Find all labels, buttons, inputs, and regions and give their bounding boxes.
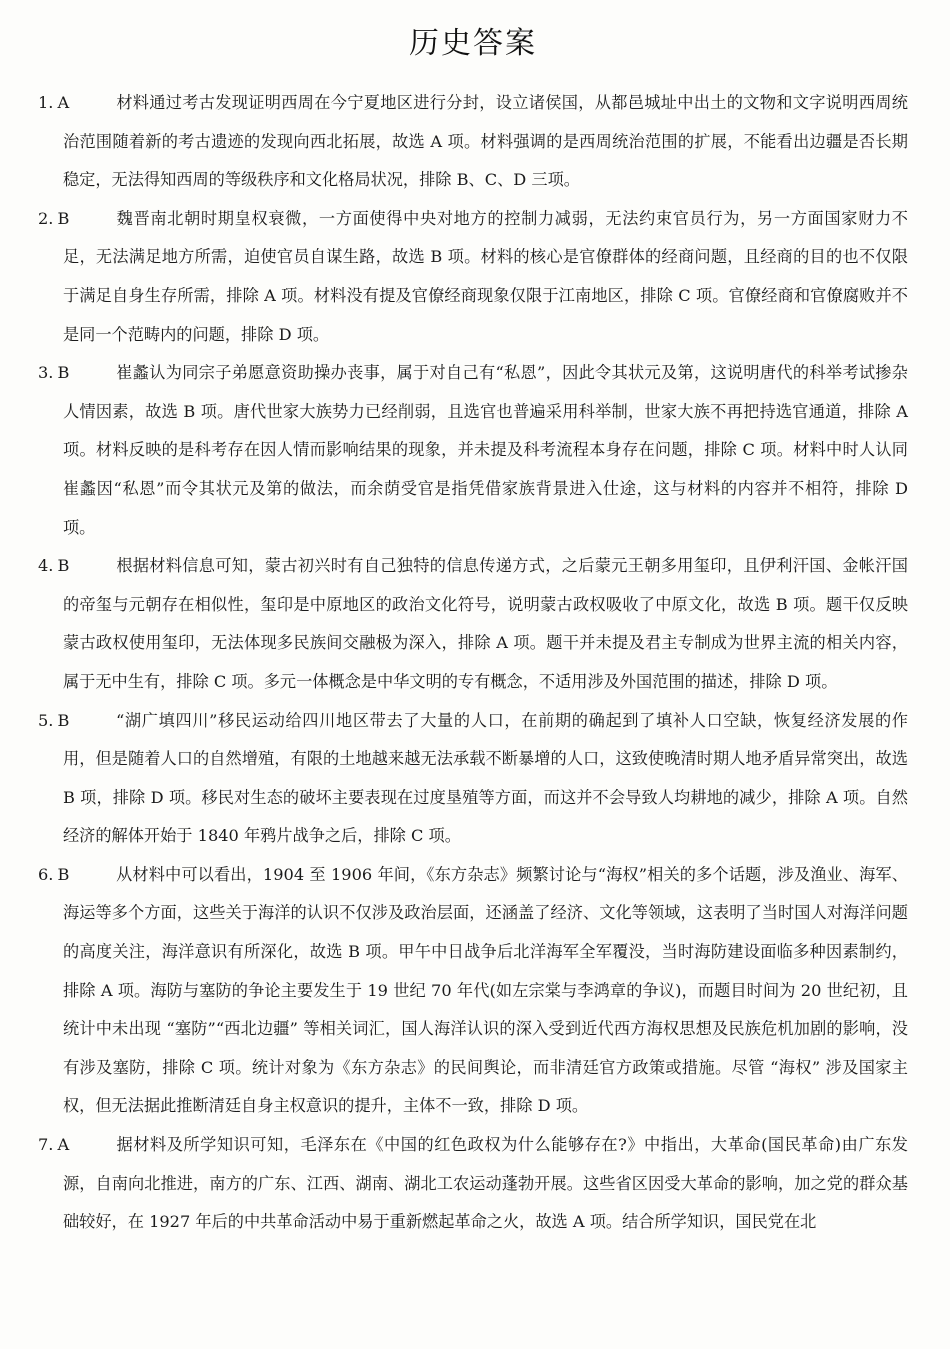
answer-item-4 [38,547,908,701]
answer-number [38,702,108,741]
answer-number [38,354,108,393]
page-title: 历史答案 [409,26,537,61]
question-number: 7. [38,1135,54,1155]
answer-explanation: 崔蠡认为同宗子弟愿意资助操办丧事，属于对自己有“私恩”，因此令其状元及第，这说明唐代的科举考试掺杂人情因素，故选 B 项。唐代世家大族势力已经削弱，且选官也普遍采用科举制，世家大族不再把持选官通道，排除 A 项。材料反映的是科考存在因人情而影响结果的现象，并未提及科考流程本身存在问题，排除 C 项。材料中时人认同崔蠡因“私恩”而令其状元及第的做法，而余荫受官是指凭借家族背景进入仕途，这与材料的内容并不相符，排除 D 项。 [63,363,908,537]
question-number: 1. [38,93,54,112]
answer-explanation: 材料通过考古发现证明西周在今宁夏地区进行分封，设立诸侯国，从都邑城址中出土的文物和文字说明西周统治范围随着新的考古遗迹的发现向西北拓展，故选 A 项。材料强调的是西周统治范围的扩展，不能看出边疆是否长期稳定，无法得知西周的等级秩序和文化格局状况，排除 B、C、D 三项。 [63,93,908,190]
answer-choice: A [57,1135,70,1155]
answer-item-1 [38,84,908,200]
answer-item-2 [38,200,908,354]
answer-item-6 [38,856,908,1126]
answer-number [38,547,108,586]
answer-item-3 [38,354,908,547]
answer-explanation: 从材料中可以看出，1904 至 1906 年间，《东方杂志》频繁讨论与“海权”相关的多个话题，涉及渔业、海军、海运等多个方面，这些关于海洋的认识不仅涉及政治层面，还涵盖了经济、文化等领域，这表明了当时国人对海洋问题的高度关注，海洋意识有所深化，故选 B 项。甲午中日战争后北洋海军全军覆没，当时海防建设面临多种因素制约，排除 A 项。海防与塞防的争论主要发生于 19 世纪 70 年代(如左宗棠与李鸿章的争议)，而题目时间为 20 世纪初，且统计中未出现 “塞防”“西北边疆” 等相关词汇，国人海洋认识的深入受到近代西方海权思想及民族危机加剧的影响，没有涉及塞防，排除 C 项。统计对象为《东方杂志》的民间舆论，而非清廷官方政策或措施。尽管 “海权” 涉及国家主权，但无法据此推断清廷自身主权意识的提升，主体不一致，排除 D 项。 [63,864,908,1116]
answer-choice: B [57,864,70,884]
answer-number [38,856,108,895]
question-number: 2. [38,208,54,228]
answer-choice: B [57,556,70,576]
question-number: 6. [38,864,54,884]
answer-number [38,1126,108,1165]
question-number: 4. [38,556,54,576]
answer-item-5 [38,702,908,856]
answer-explanation: 据材料及所学知识可知，毛泽东在《中国的红色政权为什么能够存在?》中指出，大革命(国民革命)由广东发源，自南向北推进，南方的广东、江西、湖南、湖北工农运动蓬勃开展。这些省区因受大革命的影响，加之党的群众基础较好，在 1927 年后的中共革命活动中易于重新燃起革命之火，故选 A 项。结合所学知识，国民党在北 [63,1135,908,1232]
answer-explanation: 魏晋南北朝时期皇权衰微，一方面使得中央对地方的控制力减弱，无法约束官员行为，另一方面国家财力不足，无法满足地方所需，迫使官员自谋生路，故选 B 项。材料的核心是官僚群体的经商问题，且经商的目的也不仅限于满足自身生存所需，排除 A 项。材料没有提及官僚经商现象仅限于江南地区，排除 C 项。官僚经商和官僚腐败并不是同一个范畴内的问题，排除 D 项。 [63,208,908,344]
answer-item-7 [38,1126,908,1242]
answer-number [38,84,108,123]
question-number: 3. [38,363,54,383]
question-number: 5. [38,710,54,730]
answer-number [38,200,108,239]
answer-choice: B [57,710,70,730]
answer-explanation: 根据材料信息可知，蒙古初兴时有自己独特的信息传递方式，之后蒙元王朝多用玺印，且伊利汗国、金帐汗国的帝玺与元朝存在相似性，玺印是中原地区的政治文化符号，说明蒙古政权吸收了中原文化，故选 B 项。题干仅反映蒙古政权使用玺印，无法体现多民族间交融极为深入，排除 A 项。题干并未提及君主专制成为世界主流的相关内容，属于无中生有，排除 C 项。多元一体概念是中华文明的专有概念，不适用涉及外国范围的描述，排除 D 项。 [63,556,908,691]
answer-choice: B [57,208,70,228]
answer-explanation: “湖广填四川”移民运动给四川地区带去了大量的人口，在前期的确起到了填补人口空缺，恢复经济发展的作用，但是随着人口的自然增殖，有限的土地越来越无法承载不断暴增的人口，这致使晚清时期人地矛盾异常突出，故选 B 项，排除 D 项。移民对生态的破坏主要表现在过度垦殖等方面，而这并不会导致人均耕地的减少，排除 A 项。自然经济的解体开始于 1840 年鸦片战争之后，排除 C 项。 [63,710,908,846]
answer-choice: A [57,93,70,112]
answer-choice: B [57,363,70,383]
